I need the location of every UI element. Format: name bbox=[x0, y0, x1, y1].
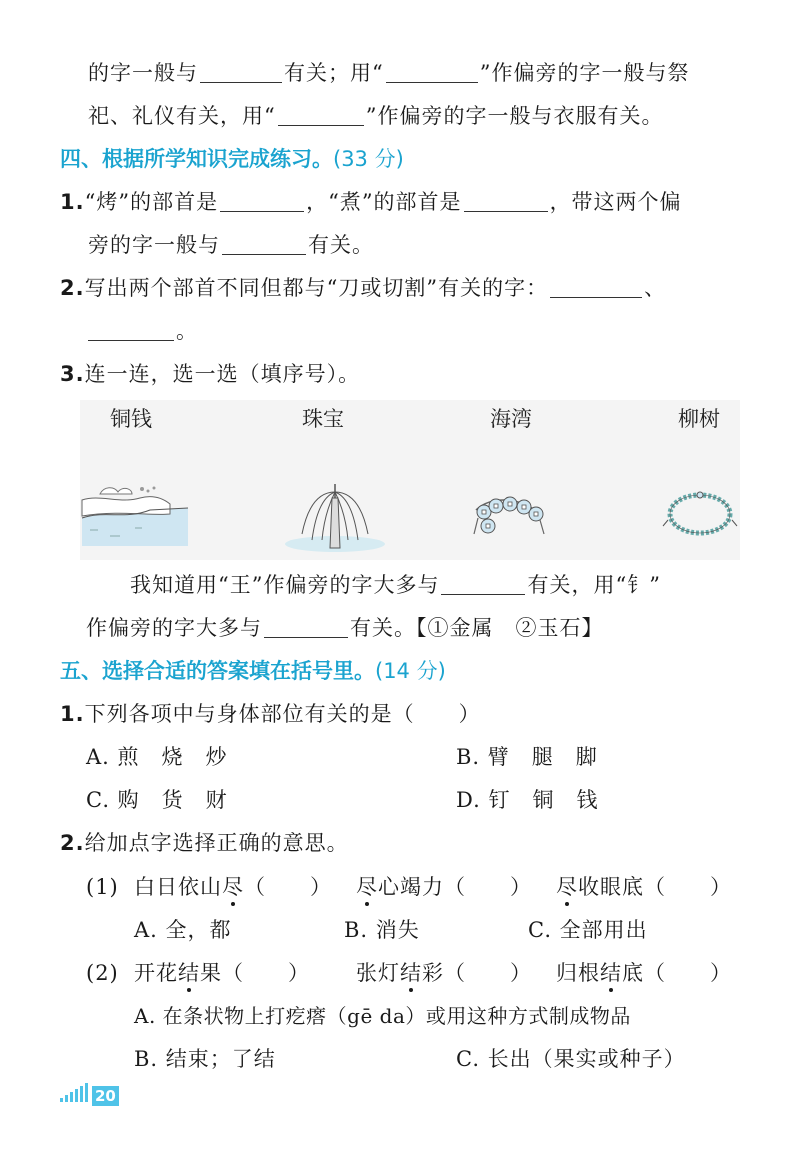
text: 有关。 bbox=[308, 233, 374, 257]
label-haiwan[interactable]: 海湾 bbox=[490, 407, 532, 431]
answer-bracket[interactable]: 心竭力（ ） bbox=[378, 875, 532, 899]
text: 有关；用“ bbox=[284, 61, 384, 85]
answer-blank[interactable] bbox=[200, 60, 282, 83]
text: 作偏旁的字大多与 bbox=[86, 616, 262, 640]
text: 。 bbox=[176, 319, 198, 343]
answer-blank[interactable] bbox=[550, 275, 642, 298]
option-c[interactable]: C. 全部用出 bbox=[528, 918, 648, 942]
section-5-heading bbox=[60, 656, 446, 686]
s4-q2-line-2 bbox=[86, 316, 198, 346]
option-a[interactable]: A. 在条状物上打疙瘩（gē da）或用这种方式制成物品 bbox=[134, 1004, 631, 1028]
answer-blank[interactable] bbox=[88, 318, 174, 341]
answer-bracket[interactable]: 果（ ） bbox=[200, 961, 310, 985]
section-title: 四、根据所学知识完成练习。 bbox=[60, 147, 333, 171]
text: 张灯 bbox=[356, 961, 400, 985]
option-a[interactable]: A. 煎 烧 炒 bbox=[86, 745, 228, 769]
answer-bracket[interactable]: （ ） bbox=[244, 875, 332, 899]
answer-bracket[interactable]: 彩（ ） bbox=[422, 961, 532, 985]
question-number: 1. bbox=[60, 702, 85, 726]
answer-blank[interactable] bbox=[441, 572, 525, 595]
label-tongqian[interactable]: 铜钱 bbox=[110, 407, 152, 431]
subquestion-label: (2) bbox=[86, 961, 119, 985]
continued-line-2 bbox=[88, 101, 664, 131]
s4-q3-line bbox=[60, 359, 360, 389]
text: 祀、礼仪有关，用“ bbox=[88, 104, 276, 128]
page-number-badge bbox=[60, 1086, 119, 1106]
text: 开花 bbox=[134, 961, 178, 985]
subquestion-label: (1) bbox=[86, 875, 119, 899]
bars-decoration-icon bbox=[60, 1083, 90, 1106]
question-text: 给加点字选择正确的意思。 bbox=[84, 831, 349, 855]
answer-blank[interactable] bbox=[464, 189, 548, 212]
s4-q3-sentence-2 bbox=[86, 613, 604, 643]
dotted-char: 尽 bbox=[556, 875, 578, 899]
phrase-3 bbox=[556, 958, 732, 988]
text: ”作偏旁的字一般与祭 bbox=[479, 61, 690, 85]
label-zhubao[interactable]: 珠宝 bbox=[302, 407, 344, 431]
text: 有关，用“钅” bbox=[527, 573, 661, 597]
s4-q3-sentence-1 bbox=[130, 570, 661, 600]
section-score: (33 分) bbox=[333, 147, 404, 171]
phrase-2 bbox=[356, 958, 532, 988]
answer-bracket[interactable]: 底（ ） bbox=[622, 961, 732, 985]
text: 我知道用“王”作偏旁的字大多与 bbox=[130, 573, 440, 597]
continued-line-1 bbox=[88, 58, 690, 88]
text: 连一连，选一选（填序号）。 bbox=[84, 362, 361, 386]
text: ，带这两个偏 bbox=[549, 190, 682, 214]
dotted-char: 尽 bbox=[222, 875, 244, 899]
s5-q2-line bbox=[60, 828, 349, 858]
option-c[interactable]: C. 购 货 财 bbox=[86, 788, 228, 812]
phrase-1 bbox=[134, 872, 332, 902]
dotted-char: 结 bbox=[600, 961, 622, 985]
answer-blank[interactable] bbox=[222, 232, 306, 255]
text: ”作偏旁的字一般与衣服有关。 bbox=[365, 104, 664, 128]
question-text: 下列各项中与身体部位有关的是（ ） bbox=[84, 702, 481, 726]
answer-blank[interactable] bbox=[278, 103, 364, 126]
copper-coins-picture[interactable] bbox=[470, 490, 550, 540]
question-number: 3. bbox=[60, 362, 85, 386]
question-number: 2. bbox=[60, 276, 85, 300]
answer-blank[interactable] bbox=[264, 615, 348, 638]
text: 的字一般与 bbox=[88, 61, 198, 85]
answer-bracket[interactable]: 收眼底（ ） bbox=[578, 875, 732, 899]
answer-blank[interactable] bbox=[386, 60, 478, 83]
option-b[interactable]: B. 结束；了结 bbox=[134, 1047, 276, 1071]
answer-blank[interactable] bbox=[220, 189, 304, 212]
text: “烤”的部首是 bbox=[84, 190, 219, 214]
option-d[interactable]: D. 钉 铜 钱 bbox=[456, 788, 599, 812]
bay-picture[interactable] bbox=[80, 480, 190, 550]
text: 白日依山 bbox=[134, 875, 222, 899]
page-number: 20 bbox=[92, 1086, 119, 1106]
text: 旁的字一般与 bbox=[88, 233, 220, 257]
matching-picture-area bbox=[80, 400, 740, 560]
text: ，“煮”的部首是 bbox=[306, 190, 462, 214]
option-a[interactable]: A. 全，都 bbox=[134, 918, 232, 942]
text: 、 bbox=[644, 276, 667, 300]
dotted-char: 结 bbox=[400, 961, 422, 985]
section-4-heading bbox=[60, 144, 404, 174]
willow-picture[interactable] bbox=[280, 478, 390, 554]
s4-q1-line-1 bbox=[60, 187, 682, 217]
phrase-1 bbox=[134, 958, 310, 988]
question-number: 2. bbox=[60, 831, 85, 855]
phrase-2 bbox=[356, 872, 532, 902]
text: 有关。【①金属 ②玉石】 bbox=[350, 616, 604, 640]
dotted-char: 结 bbox=[178, 961, 200, 985]
question-number: 1. bbox=[60, 190, 85, 214]
s4-q1-line-2 bbox=[88, 230, 374, 260]
jewelry-necklace-picture[interactable] bbox=[660, 486, 740, 544]
section-score: (14 分) bbox=[375, 659, 446, 683]
option-c[interactable]: C. 长出（果实或种子） bbox=[456, 1047, 686, 1071]
s5-q1-line bbox=[60, 699, 481, 729]
option-b[interactable]: B. 臂 腿 脚 bbox=[456, 745, 598, 769]
section-title: 五、选择合适的答案填在括号里。 bbox=[60, 659, 375, 683]
text: 写出两个部首不同但都与“刀或切割”有关的字： bbox=[84, 276, 549, 300]
text: 归根 bbox=[556, 961, 600, 985]
phrase-3 bbox=[556, 872, 732, 902]
s4-q2-line-1 bbox=[60, 273, 666, 303]
dotted-char: 尽 bbox=[356, 875, 378, 899]
option-b[interactable]: B. 消失 bbox=[344, 918, 420, 942]
label-liushu[interactable]: 柳树 bbox=[678, 407, 720, 431]
